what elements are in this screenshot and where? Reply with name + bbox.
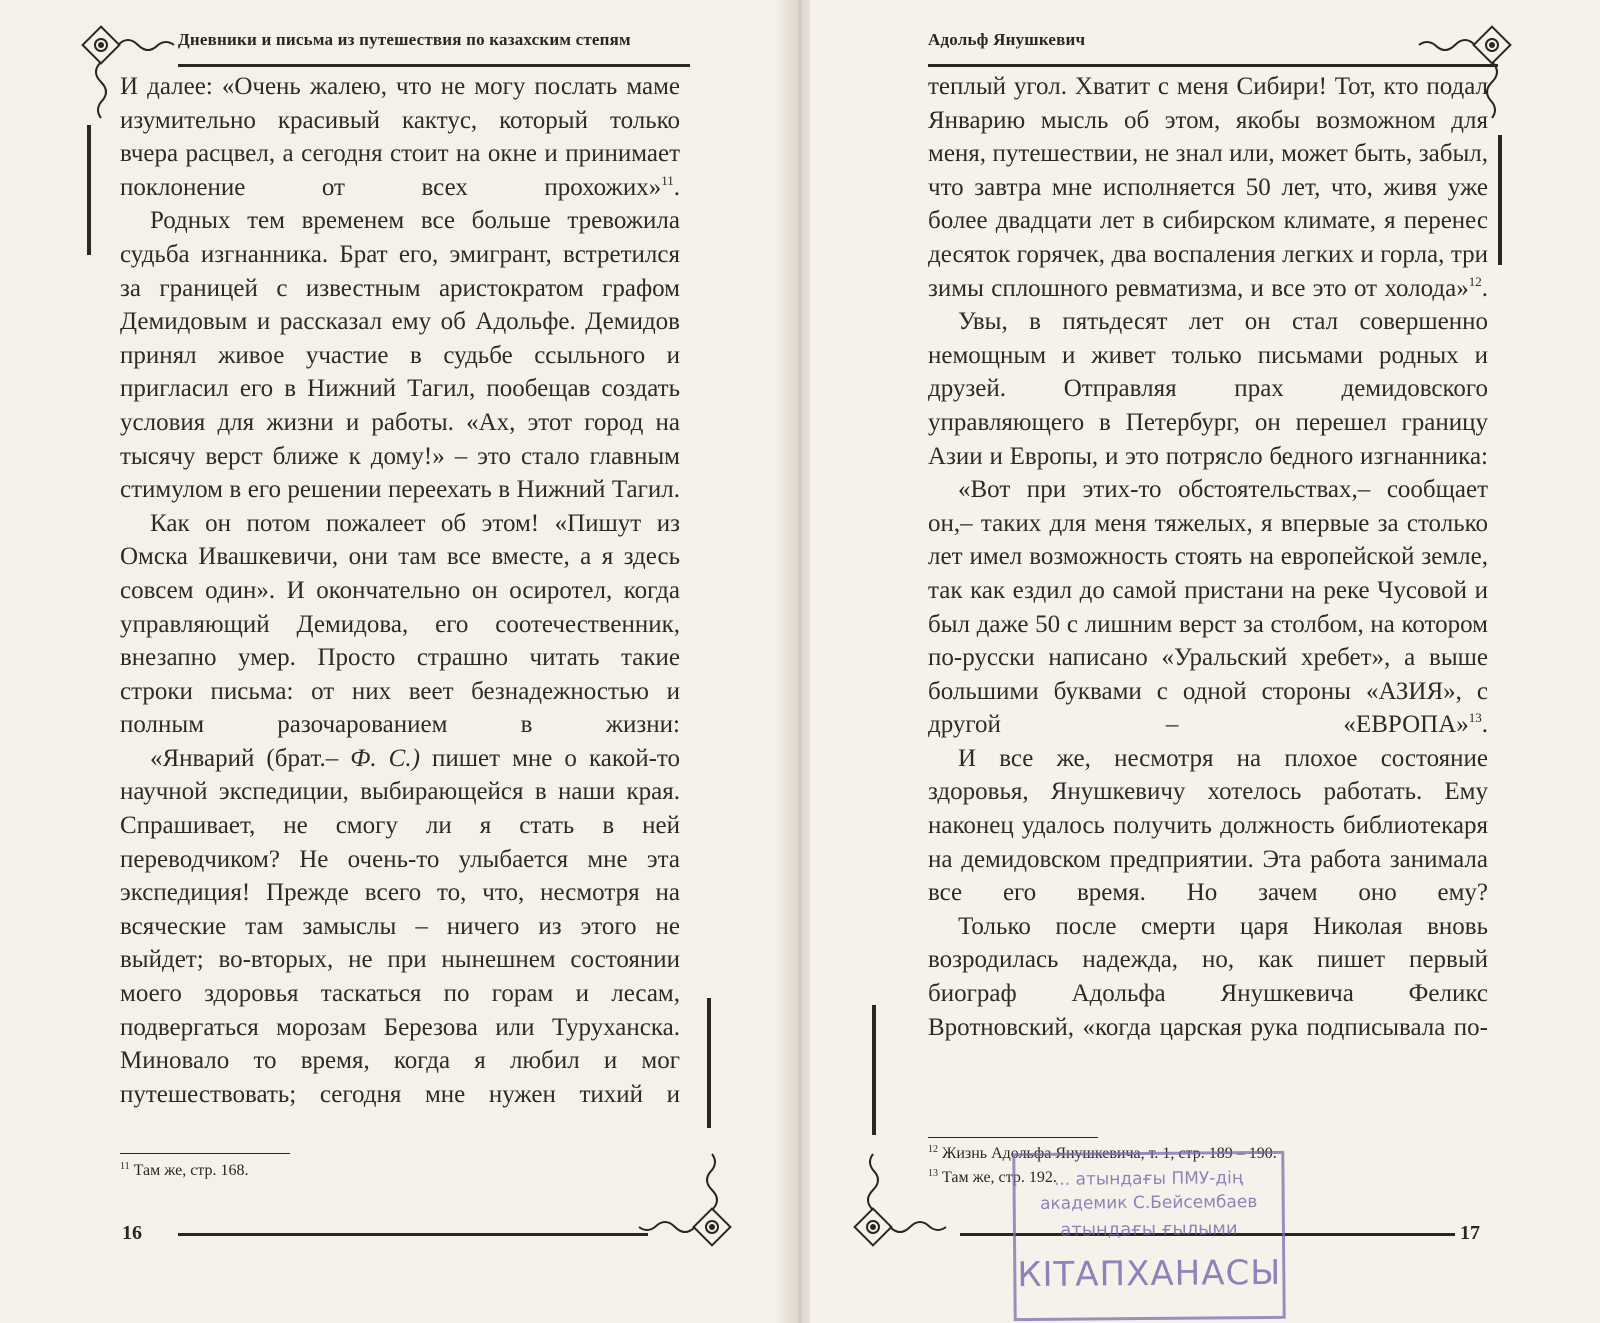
running-head-left: Дневники и письма из путешествия по казахским степям <box>178 30 631 49</box>
head-rule-left <box>178 64 690 67</box>
paragraph: Только после смерти царя Николая вновь возродилась надежда, но, как пишет первый биограф Адольфа Янушкевича Феликс Вротновский, «когда царская рука подписывала по- <box>928 912 1488 1041</box>
stamp-line-1: ... атындағы ПМУ-дің <box>1053 1168 1244 1190</box>
stamp-line-2: академик С.Бейсембаев <box>1039 1192 1258 1214</box>
head-rule-right <box>928 64 1498 67</box>
footnote-rule-left <box>120 1153 290 1154</box>
right-page <box>810 0 1600 1323</box>
paragraph: теплый угол. Хватит с меня Сибири! Тот, кто подал Январию мысль об этом, якобы возможном для меня, путешествии, не знал или, может быть, забыл, что завтра мне исполняется 50 лет, что, живя уже более двадцати лет в сибирском климате, я перенес десяток горячек, два воспаления легких и горла, три зимы сплошного ревматизма, и все это от холода»$^{12}$. <box>928 73 1488 302</box>
ornament-bottom-left-icon <box>850 1150 950 1260</box>
paragraph: Как он потом пожалеет об этом! «Пишут из Омска Ивашкевичи, они там все вместе, а я здесь совсем один». И окончательно он осиротел, когда управляющий Демидова, его соотечественник, внезапно умер. Просто страшно читать такие строки письма: от них веет безнадежностью и полным разочарованием в жизни: <box>120 509 680 739</box>
quote-paragraph: «Январий (брат.– Ф. С.) пишет мне о какой-то научной экспедиции, выбирающейся в наши края. Спрашивает, не смогу ли я стать в ней переводчиком? Не очень-то улыбается мне эта экспедиция! Прежде всего то, что, несмотря на всяческие там замыслы – ничего из этого не выйдет; во-вторых, не при нынешнем состоянии моего здоровья таскаться по горам и лесам, подвергаться морозам Березова или Туруханска. Миновало то время, когда я любил и мог путешествовать; сегодня мне нужен тихий и <box>120 744 680 1108</box>
running-head-right: Адольф Янушкевич <box>928 30 1086 49</box>
left-page <box>0 0 790 1323</box>
paragraph: Родных тем временем все больше тревожила судьба изгнанника. Брат его, эмигрант, встретился за границей с известным аристократом графом Демидовым и рассказал ему об Адольфе. Демидов принял живое участие в судьбе ссыльного и пригласил его в Нижний Тагил, пообещав создать условия для жизни и работы. «Ах, этот город на тысячу верст ближе к дому!» – это стало главным стимулом в его решении переехать в Нижний Тагил. <box>120 207 680 504</box>
left-body <box>120 70 680 1111</box>
library-stamp <box>1012 1151 1285 1321</box>
footnote-rule-right <box>928 1137 1098 1138</box>
right-body <box>928 70 1488 1044</box>
ornament-bottom-right-icon <box>635 1150 735 1260</box>
stamp-line-3: атындағы ғылыми <box>1060 1218 1238 1241</box>
paragraph: «Вот при этих-то обстоятельствах,– сообщает он,– таких для меня тяжелых, я впервые за столько лет имел возможность стоять на европейской земле, так как ездил до самой пристани на реке Чусовой и был даже 50 с лишним верст за столбом, на котором по-русски написано «Уральский хребет», а выше большими буквами с одной стороны «АЗИЯ», с другой – «ЕВРОПА»$^{13}$. <box>928 476 1488 739</box>
page-number-left: 16 <box>122 1222 142 1244</box>
footnote-13: $^{13}$ Там же, стр. 192. <box>928 1168 1057 1186</box>
paragraph: И далее: «Очень жалею, что не могу послать маме изумительно красивый кактус, который только вчера расцвел, а сегодня стоит на окне и принимает поклонение от всех прохожих»$^{11}$. <box>120 73 680 201</box>
side-bar-left-bottom <box>707 998 711 1128</box>
page-number-right: 17 <box>1460 1222 1480 1244</box>
side-bar-left-top <box>87 125 91 255</box>
footnote-11: $^{11}$ Там же, стр. 168. <box>120 1161 249 1179</box>
paragraph: Увы, в пятьдесят лет он стал совершенно немощным и живет только письмами родных и друзей. Отправляя прах демидовского управляющего в Петербург, он перешел границу Азии и Европы, и это потрясло бедного изгнанника: <box>928 308 1488 470</box>
footnote-12: $^{12}$ Жизнь Адольфа Янушкевича, т. 1, стр. 189 – 190. <box>928 1144 1277 1162</box>
bottom-rule-left <box>178 1233 648 1236</box>
stamp-line-4: КІТАПХАНАСЫ <box>1017 1252 1282 1296</box>
paragraph: И все же, несмотря на плохое состояние здоровья, Янушкевичу хотелось работать. Ему наконец удалось получить должность библиотекаря на демидовском предприятии. Эта работа занимала все его время. Но зачем оно ему? <box>928 744 1488 907</box>
side-bar-right-bottom <box>872 1005 876 1135</box>
side-bar-right-top <box>1498 135 1502 265</box>
